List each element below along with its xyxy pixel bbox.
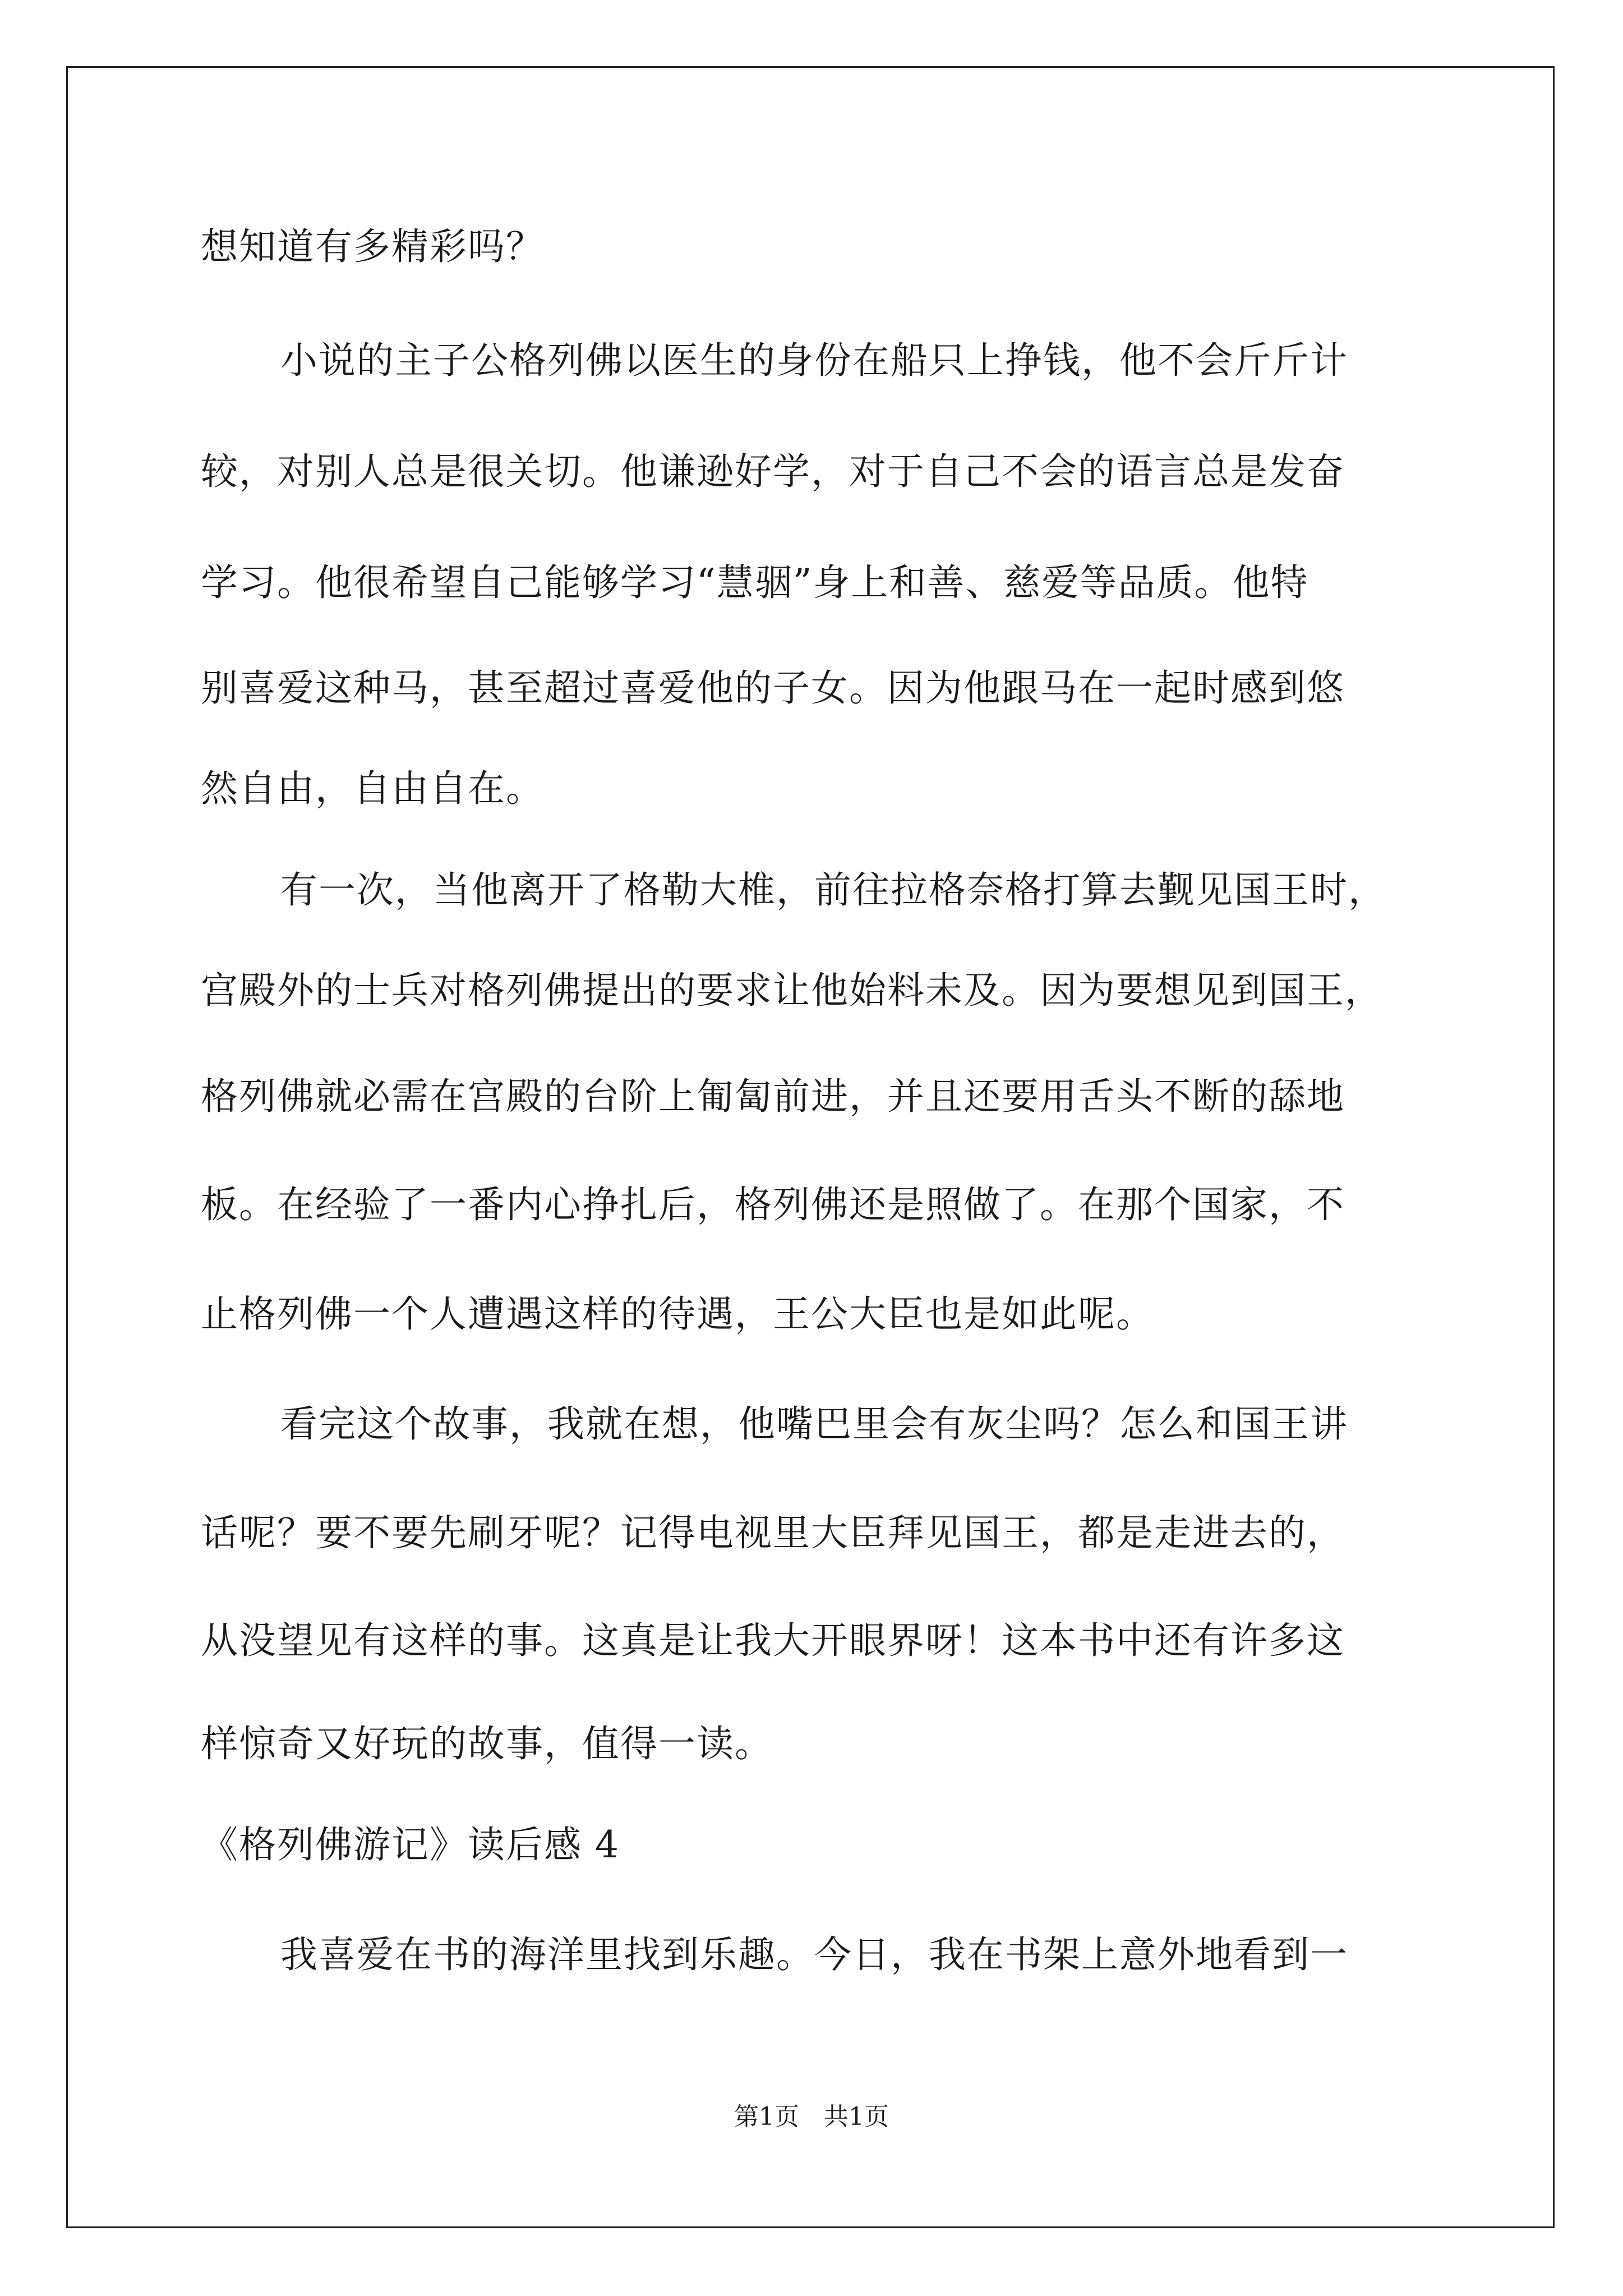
text-line: 样惊奇又好玩的故事，值得一读。 bbox=[201, 1722, 773, 1765]
text-line: 话呢？要不要先刷牙呢？记得电视里大臣拜见国王，都是走进去的， bbox=[201, 1511, 1345, 1554]
paragraph-line: 有一次，当他离开了格勒大椎，前往拉格奈格打算去觐见国王时， bbox=[280, 868, 1386, 912]
page-border bbox=[66, 66, 1555, 2228]
text-line: 格列佛就必需在宫殿的台阶上匍匐前进，并且还要用舌头不断的舔地 bbox=[201, 1075, 1345, 1118]
paragraph-line: 我喜爱在书的海洋里找到乐趣。今日，我在书架上意外地看到一 bbox=[280, 1933, 1348, 1976]
text-line: 较，对别人总是很关切。他谦逊好学，对于自己不会的语言总是发奋 bbox=[201, 450, 1345, 493]
paragraph-line: 看完这个故事，我就在想，他嘴巴里会有灰尘吗？怎么和国王讲 bbox=[280, 1402, 1348, 1446]
text-line: 板。在经验了一番内心挣扎后，格列佛还是照做了。在那个国家，不 bbox=[201, 1183, 1345, 1226]
text-line: 别喜爱这种马，甚至超过喜爱他的子女。因为他跟马在一起时感到悠 bbox=[201, 666, 1345, 710]
page-footer: 第1页 共1页 bbox=[734, 2102, 889, 2131]
text-line: 从没望见有这样的事。这真是让我大开眼界呀！这本书中还有许多这 bbox=[201, 1619, 1345, 1662]
section-heading: 《格列佛游记》读后感 4 bbox=[201, 1823, 620, 1866]
text-line: 想知道有多精彩吗？ bbox=[201, 225, 544, 268]
text-line: 然自由，自由自在。 bbox=[201, 767, 544, 810]
paragraph-line: 小说的主子公格列佛以医生的身份在船只上挣钱，他不会斤斤计 bbox=[280, 339, 1348, 382]
text-line: 止格列佛一个人遭遇这样的待遇，王公大臣也是如此呢。 bbox=[201, 1292, 1154, 1336]
text-line: 宫殿外的士兵对格列佛提出的要求让他始料未及。因为要想见到国王， bbox=[201, 969, 1383, 1012]
text-line: 学习。他很希望自己能够学习“慧骃”身上和善、慈爱等品质。他特 bbox=[201, 561, 1309, 604]
